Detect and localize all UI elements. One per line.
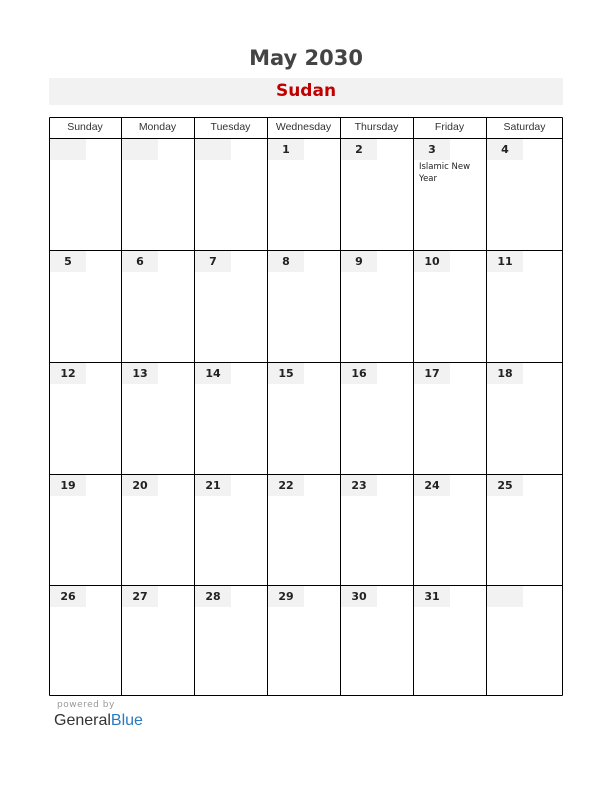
day-number: 19 — [50, 475, 86, 496]
day-cell[interactable] — [122, 251, 194, 362]
day-cell[interactable] — [122, 475, 194, 585]
weekday-header-tuesday: Tuesday — [210, 121, 251, 133]
day-number: 7 — [195, 251, 231, 272]
day-number: 15 — [268, 363, 304, 384]
day-cell[interactable] — [50, 251, 121, 362]
day-number: 31 — [414, 586, 450, 607]
day-number: 30 — [341, 586, 377, 607]
weekday-header-sunday: Sunday — [67, 121, 103, 133]
day-cell[interactable] — [341, 139, 413, 250]
day-cell[interactable] — [195, 586, 267, 696]
day-cell[interactable] — [195, 363, 267, 474]
day-number: 25 — [487, 475, 523, 496]
empty-day-cell — [50, 139, 121, 250]
day-cell[interactable] — [268, 363, 340, 474]
day-cell[interactable] — [195, 475, 267, 585]
day-cell[interactable] — [268, 139, 340, 250]
day-number: 12 — [50, 363, 86, 384]
day-number: 6 — [122, 251, 158, 272]
calendar-grid — [49, 117, 563, 696]
day-number: 4 — [487, 139, 523, 160]
country-label: Sudan — [275, 81, 337, 101]
day-cell[interactable] — [414, 251, 486, 362]
brand-name-part2: Blue — [110, 712, 143, 729]
day-cell[interactable] — [50, 475, 121, 585]
country-banner — [49, 78, 563, 105]
empty-day-cell — [487, 586, 563, 696]
day-cell[interactable] — [341, 475, 413, 585]
empty-day-cell — [122, 139, 194, 250]
day-number: 1 — [268, 139, 304, 160]
empty-day-marker — [122, 139, 158, 160]
day-cell[interactable] — [122, 586, 194, 696]
day-number: 22 — [268, 475, 304, 496]
weekday-header-saturday: Saturday — [503, 121, 546, 133]
day-cell[interactable] — [414, 363, 486, 474]
day-cell[interactable] — [487, 251, 563, 362]
day-number: 8 — [268, 251, 304, 272]
empty-day-marker — [487, 586, 523, 607]
day-cell[interactable] — [341, 586, 413, 696]
empty-day-marker — [50, 139, 86, 160]
day-cell[interactable] — [50, 586, 121, 696]
page-title: May 2030 — [249, 46, 363, 70]
day-cell[interactable] — [414, 586, 486, 696]
day-number: 20 — [122, 475, 158, 496]
weekday-header-monday: Monday — [138, 121, 177, 133]
day-number: 13 — [122, 363, 158, 384]
day-cell[interactable] — [268, 475, 340, 585]
day-number: 29 — [268, 586, 304, 607]
weekday-header-wednesday: Wednesday — [275, 121, 332, 133]
empty-day-marker — [195, 139, 231, 160]
day-number: 14 — [195, 363, 231, 384]
day-cell[interactable] — [50, 363, 121, 474]
empty-day-cell — [195, 139, 267, 250]
day-number: 16 — [341, 363, 377, 384]
generalblue-logo[interactable] — [54, 712, 143, 730]
day-number: 10 — [414, 251, 450, 272]
day-cell[interactable] — [414, 475, 486, 585]
day-number: 23 — [341, 475, 377, 496]
day-number: 2 — [341, 139, 377, 160]
day-number: 28 — [195, 586, 231, 607]
powered-by-text: powered by — [57, 700, 115, 710]
day-number: 24 — [414, 475, 450, 496]
brand-name-part1: General — [54, 712, 111, 729]
day-cell[interactable] — [341, 363, 413, 474]
day-cell[interactable] — [487, 363, 563, 474]
day-cell[interactable] — [268, 586, 340, 696]
holiday-label: Islamic New Year — [419, 162, 471, 184]
day-number: 27 — [122, 586, 158, 607]
day-cell[interactable] — [487, 139, 563, 250]
weekday-header-thursday: Thursday — [354, 121, 399, 133]
day-number: 17 — [414, 363, 450, 384]
day-cell[interactable] — [122, 363, 194, 474]
day-number: 26 — [50, 586, 86, 607]
day-number: 21 — [195, 475, 231, 496]
day-cell[interactable] — [195, 251, 267, 362]
day-cell[interactable] — [487, 475, 563, 585]
day-number: 11 — [487, 251, 523, 272]
day-cell[interactable] — [414, 139, 486, 250]
weekday-header-friday: Friday — [434, 121, 465, 133]
day-number: 18 — [487, 363, 523, 384]
day-number: 9 — [341, 251, 377, 272]
day-number: 5 — [50, 251, 86, 272]
day-cell[interactable] — [341, 251, 413, 362]
day-number: 3 — [414, 139, 450, 160]
day-cell[interactable] — [268, 251, 340, 362]
